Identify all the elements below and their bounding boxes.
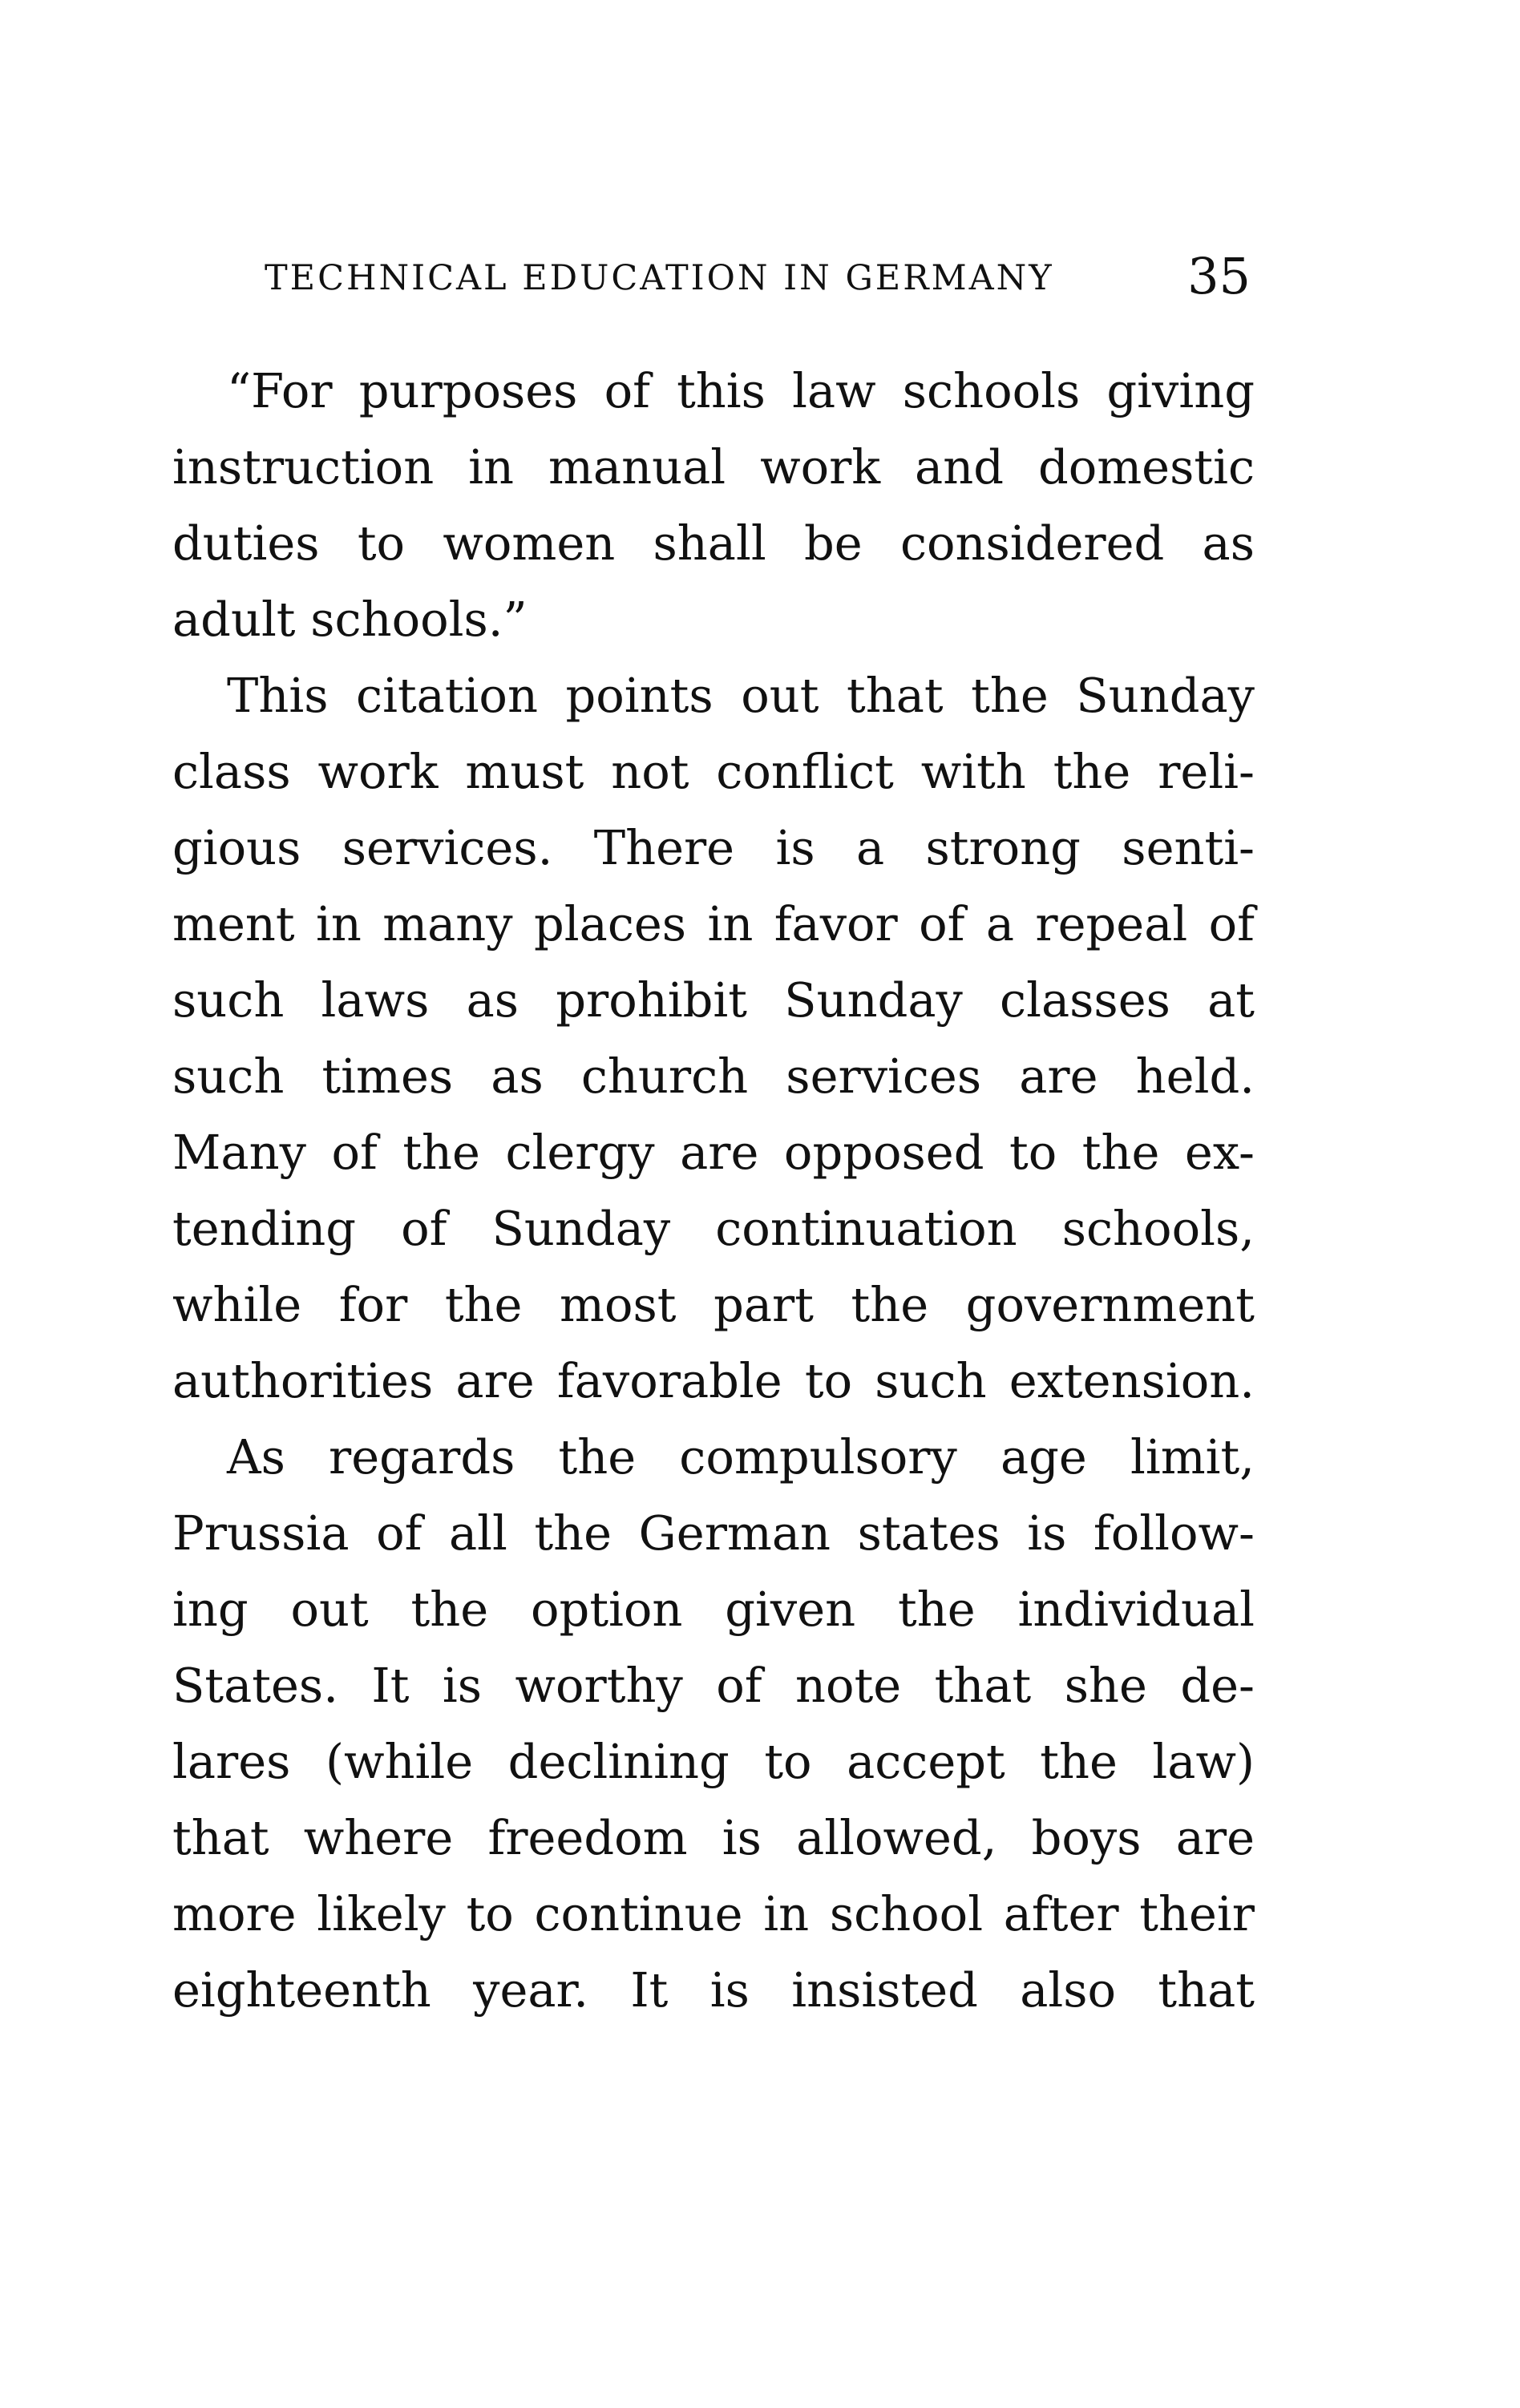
text-line: that where freedom is allowed, boys are xyxy=(172,1810,1255,1865)
text-line: Prussia of all the German states is follow- xyxy=(172,1505,1255,1561)
text-line: gious services. There is a strong senti- xyxy=(172,820,1255,875)
text-line: more likely to continue in school after their xyxy=(172,1886,1255,1941)
running-head: TECHNICAL EDUCATION IN GERMANY xyxy=(265,258,1054,298)
text-line: authorities are favorable to such extension. xyxy=(172,1353,1255,1408)
text-line: lares (while declining to accept the law) xyxy=(172,1734,1255,1789)
text-line: adult schools.” xyxy=(172,592,528,647)
text-line: States. It is worthy of note that she de- xyxy=(172,1658,1255,1713)
page-number: 35 xyxy=(1187,247,1251,305)
paragraph-sunday-classes xyxy=(172,657,1255,1419)
text-line: while for the most part the government xyxy=(172,1277,1255,1332)
paragraph-age-limit xyxy=(172,1419,1255,2028)
text-line: This citation points out that the Sunday xyxy=(227,668,1255,723)
page-header xyxy=(265,247,1251,311)
text-line: “For purposes of this law schools giving xyxy=(227,363,1255,418)
text-line: ing out the option given the individual xyxy=(172,1582,1255,1637)
text-line: ment in many places in favor of a repeal of xyxy=(172,896,1255,951)
text-line: tending of Sunday continuation schools, xyxy=(172,1201,1255,1256)
text-line: such times as church services are held. xyxy=(172,1048,1255,1104)
body-text xyxy=(172,353,1255,2028)
text-line: class work must not conflict with the reli- xyxy=(172,744,1255,799)
text-line: As regards the compulsory age limit, xyxy=(227,1429,1255,1485)
text-line: Many of the clergy are opposed to the ex- xyxy=(172,1125,1255,1180)
paragraph-quote xyxy=(172,353,1255,657)
text-line: eighteenth year. It is insisted also that xyxy=(172,1962,1255,2018)
text-line: duties to women shall be considered as xyxy=(172,515,1255,571)
text-line: such laws as prohibit Sunday classes at xyxy=(172,972,1255,1028)
text-line: instruction in manual work and domestic xyxy=(172,439,1255,495)
